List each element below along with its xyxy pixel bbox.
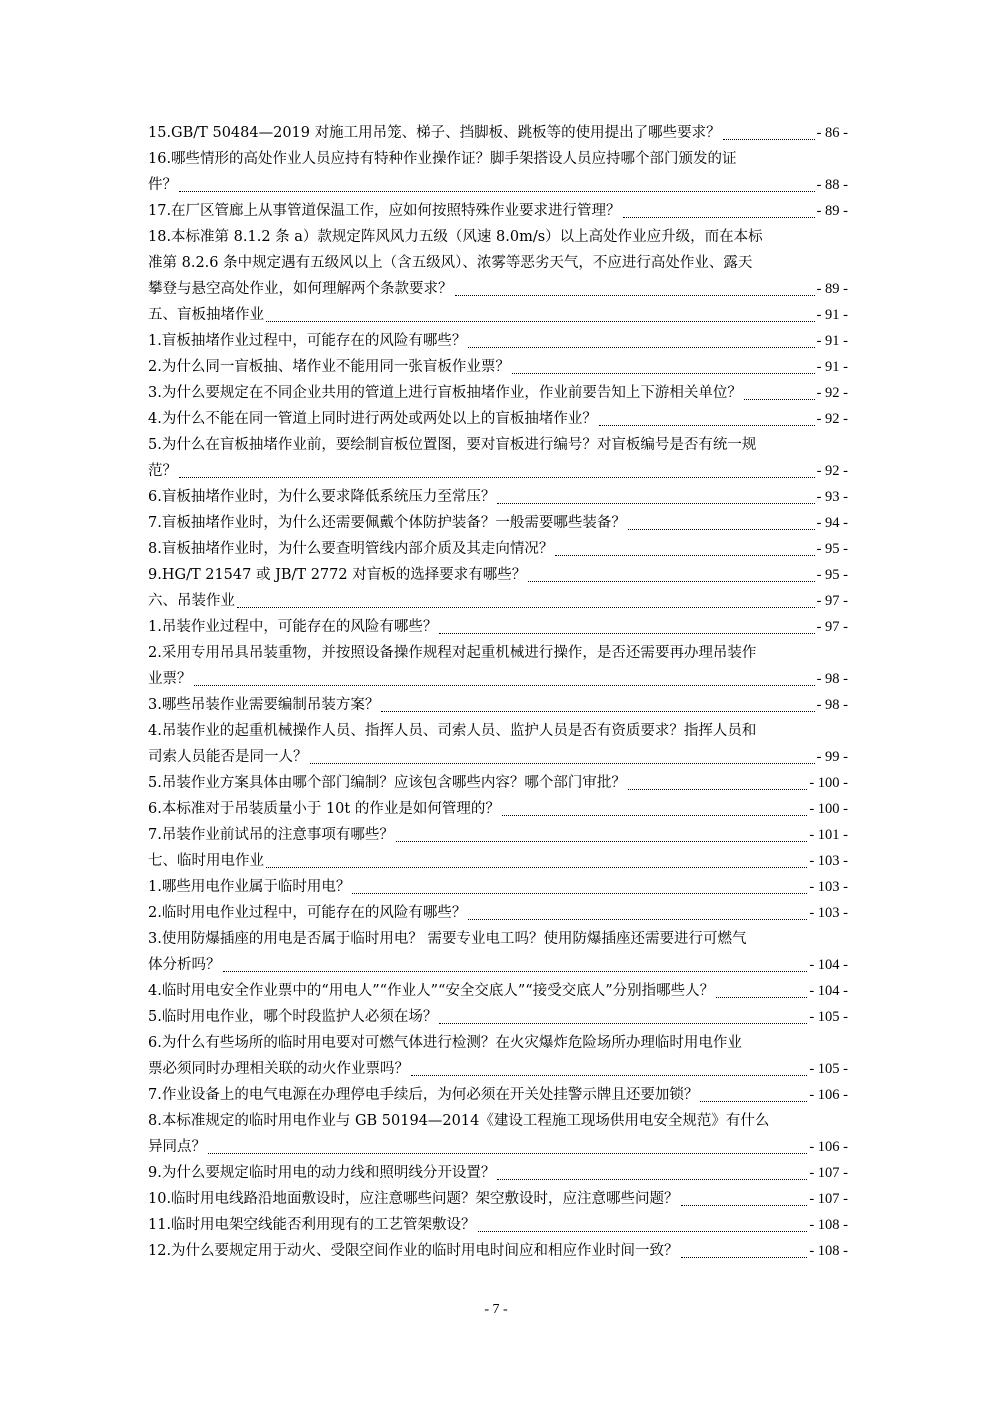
toc-entry-line: [148, 1004, 848, 1030]
dot-leader: [396, 841, 807, 842]
toc-entry-text: 范？: [148, 463, 177, 479]
toc-entry-text: 2.采用专用吊具吊装重物，并按照设备操作规程对起重机械进行操作，是否还需要再办理吊装作: [148, 645, 757, 661]
dot-leader: [352, 893, 807, 894]
toc-entry[interactable]: [148, 1030, 848, 1082]
toc-entry-line: [148, 354, 848, 380]
toc-entry-text: 9.为什么要规定临时用电的动力线和照明线分开设置？: [148, 1165, 496, 1181]
toc-entry-line: [148, 796, 848, 822]
dot-leader: [723, 139, 815, 140]
toc-entry-line: [148, 952, 848, 978]
toc-entry-line: [148, 666, 848, 692]
toc-page-number: - 91 -: [816, 307, 848, 323]
toc-entry-line: [148, 900, 848, 926]
toc-entry-line: [148, 276, 848, 302]
toc-page-number: - 107 -: [809, 1165, 848, 1181]
toc-entry-line: [148, 848, 848, 874]
toc-entry-line: [148, 874, 848, 900]
toc-entry-text: 攀登与悬空高处作业，如何理解两个条款要求？: [148, 281, 453, 297]
toc-entry[interactable]: [148, 1082, 848, 1108]
toc-entry-text: 5.吊装作业方案具体由哪个部门编制？应该包含哪些内容？哪个部门审批？: [148, 775, 626, 791]
toc-entry-text: 3.哪些吊装作业需要编制吊装方案？: [148, 697, 380, 713]
dot-leader: [716, 997, 807, 998]
toc-entry[interactable]: [148, 1004, 848, 1030]
toc-page-number: - 89 -: [816, 281, 848, 297]
dot-leader: [681, 1257, 808, 1258]
toc-entry[interactable]: [148, 1186, 848, 1212]
dot-leader: [628, 529, 815, 530]
toc-entry-text: 准第 8.2.6 条中规定遇有五级风以上（含五级风）、浓雾等恶劣天气，不应进行高处作业、露天: [148, 255, 753, 271]
toc-page-number: - 94 -: [816, 515, 848, 531]
toc-entry[interactable]: [148, 1238, 848, 1264]
toc-entry-text: 异同点？: [148, 1139, 206, 1155]
toc-entry-text: 18.本标准第 8.1.2 条 a）款规定阵风风力五级（风速 8.0m/s）以上高处作业应升级，而在本标: [148, 229, 763, 245]
toc-entry-text: 15.GB/T 50484—2019 对施工用吊笼、梯子、挡脚板、跳板等的使用提出了哪些要求？: [148, 125, 721, 141]
toc-entry-line: [148, 120, 848, 146]
dot-leader: [439, 1023, 807, 1024]
toc-page-number: - 99 -: [816, 749, 848, 765]
toc-entry-line: [148, 1160, 848, 1186]
toc-entry[interactable]: [148, 874, 848, 900]
toc-entry-text: 7.作业设备上的电气电源在办理停电手续后，为何必须在开关处挂警示牌且还要加锁？: [148, 1087, 699, 1103]
dot-leader: [468, 919, 807, 920]
toc-entry-line: [148, 1134, 848, 1160]
toc-entry-line: [148, 198, 848, 224]
toc-entry-text: 11.临时用电架空线能否利用现有的工艺管架敷设？: [148, 1217, 476, 1233]
toc-page-number: - 101 -: [809, 827, 848, 843]
toc-entry[interactable]: [148, 614, 848, 640]
dot-leader: [528, 581, 814, 582]
toc-entry[interactable]: [148, 120, 848, 146]
dot-leader: [179, 477, 815, 478]
toc-entry[interactable]: [148, 510, 848, 536]
toc-page-number: - 88 -: [816, 177, 848, 193]
toc-entry-text: 5.为什么在盲板抽堵作业前，要绘制盲板位置图，要对盲板进行编号？对盲板编号是否有统一规: [148, 437, 757, 453]
toc-page-number: - 98 -: [816, 697, 848, 713]
toc-entry-line: [148, 770, 848, 796]
dot-leader: [628, 789, 807, 790]
toc-entry-text: 1.哪些用电作业属于临时用电？: [148, 879, 351, 895]
dot-leader: [599, 425, 815, 426]
dot-leader: [439, 633, 814, 634]
toc-entry[interactable]: [148, 406, 848, 432]
toc-entry[interactable]: [148, 926, 848, 978]
toc-page-number: - 92 -: [816, 385, 848, 401]
toc-entry[interactable]: [148, 380, 848, 406]
toc-entry[interactable]: [148, 900, 848, 926]
toc-entry-text: 1.盲板抽堵作业过程中，可能存在的风险有哪些？: [148, 333, 467, 349]
toc-entry-text: 1.吊装作业过程中，可能存在的风险有哪些？: [148, 619, 438, 635]
toc-entry-text: 六、吊装作业: [148, 593, 235, 609]
toc-page-number: - 100 -: [809, 801, 848, 817]
toc-page-number: - 105 -: [809, 1009, 848, 1025]
toc-entry-line: [148, 1238, 848, 1264]
toc-entry[interactable]: [148, 822, 848, 848]
dot-leader: [455, 295, 815, 296]
toc-entry-text: 7.吊装作业前试吊的注意事项有哪些？: [148, 827, 394, 843]
toc-entry-text: 票必须同时办理相关联的动火作业票吗？: [148, 1061, 409, 1077]
dot-leader: [266, 867, 807, 868]
toc-entry[interactable]: [148, 796, 848, 822]
toc-page-number: - 104 -: [809, 957, 848, 973]
toc-page-number: - 106 -: [809, 1087, 848, 1103]
toc-entry-text: 业票？: [148, 671, 192, 687]
dot-leader: [478, 1231, 808, 1232]
dot-leader: [502, 815, 807, 816]
toc-entry[interactable]: [148, 692, 848, 718]
toc-entry-line: [148, 978, 848, 1004]
toc-entry-text: 6.本标准对于吊装质量小于 10t 的作业是如何管理的？: [148, 801, 500, 817]
toc-page-number: - 97 -: [816, 593, 848, 609]
toc-entry[interactable]: [148, 302, 848, 328]
toc-entry[interactable]: [148, 198, 848, 224]
toc-entry-line: [148, 822, 848, 848]
toc-page-number: - 107 -: [809, 1191, 848, 1207]
toc-entry-text: 10.临时用电线路沿地面敷设时，应注意哪些问题？架空敷设时，应注意哪些问题？: [148, 1191, 679, 1207]
toc-entry-line: [148, 614, 848, 640]
toc-page-number: - 103 -: [809, 905, 848, 921]
toc-entry-text: 6.盲板抽堵作业时，为什么要求降低系统压力至常压？: [148, 489, 496, 505]
toc-page-number: - 108 -: [809, 1217, 848, 1233]
toc-entry-text: 16.哪些情形的高处作业人员应持有特种作业操作证？脚手架搭设人员应持哪个部门颁发的证: [148, 151, 737, 167]
toc-entry-text: 2.临时用电作业过程中，可能存在的风险有哪些？: [148, 905, 467, 921]
toc-page-number: - 95 -: [816, 541, 848, 557]
dot-leader: [266, 321, 815, 322]
toc-entry-line: [148, 562, 848, 588]
toc-entry-text: 9.HG/T 21547 或 JB/T 2772 对盲板的选择要求有哪些？: [148, 567, 527, 583]
dot-leader: [194, 685, 815, 686]
toc-entry-line: [148, 536, 848, 562]
toc-entry-text: 司索人员能否是同一人？: [148, 749, 308, 765]
toc-entry[interactable]: [148, 354, 848, 380]
dot-leader: [700, 1101, 807, 1102]
toc-page-number: - 98 -: [816, 671, 848, 687]
toc-entry-line: [148, 328, 848, 354]
toc-page-number: - 92 -: [816, 411, 848, 427]
toc-page-number: - 93 -: [816, 489, 848, 505]
toc-entry-line: [148, 1056, 848, 1082]
dot-leader: [497, 1179, 807, 1180]
toc-page-number: - 89 -: [816, 203, 848, 219]
dot-leader: [179, 191, 815, 192]
toc-entry-line: [148, 484, 848, 510]
toc-entry-text: 4.临时用电安全作业票中的“用电人”“作业人”“安全交底人”“接受交底人”分别指哪些人？: [148, 983, 715, 999]
toc-entry[interactable]: [148, 640, 848, 692]
toc-entry-line: [148, 302, 848, 328]
toc-page-number: - 100 -: [809, 775, 848, 791]
toc-entry-text: 17.在厂区管廊上从事管道保温工作，应如何按照特殊作业要求进行管理？: [148, 203, 621, 219]
toc-entry-text: 3.使用防爆插座的用电是否属于临时用电？ 需要专业电工吗？使用防爆插座还需要进行可燃气: [148, 931, 747, 947]
toc-entry[interactable]: [148, 770, 848, 796]
toc-entry-text: 体分析吗？: [148, 957, 221, 973]
toc-page-number: - 103 -: [809, 879, 848, 895]
toc-entry[interactable]: [148, 328, 848, 354]
toc-entry-line: [148, 744, 848, 770]
toc-page-number: - 91 -: [816, 333, 848, 349]
toc-page-number: - 91 -: [816, 359, 848, 375]
toc-entry[interactable]: [148, 978, 848, 1004]
toc-entry-text: 件？: [148, 177, 177, 193]
toc-entry-text: 2.为什么同一盲板抽、堵作业不能用同一张盲板作业票？: [148, 359, 510, 375]
toc-page-number: - 92 -: [816, 463, 848, 479]
toc-entry-line: [148, 380, 848, 406]
toc-entry[interactable]: [148, 1160, 848, 1186]
toc-entry-line: [148, 1212, 848, 1238]
toc-entry-line: [148, 692, 848, 718]
toc-page-number: - 105 -: [809, 1061, 848, 1077]
dot-leader: [744, 399, 815, 400]
toc-page-number: - 95 -: [816, 567, 848, 583]
toc-entry[interactable]: [148, 432, 848, 484]
dot-leader: [310, 763, 815, 764]
toc-page-number: - 103 -: [809, 853, 848, 869]
table-of-contents: [148, 120, 848, 1264]
toc-entry-text: 7.盲板抽堵作业时，为什么还需要佩戴个体防护装备？一般需要哪些装备？: [148, 515, 626, 531]
toc-entry-text: 8.本标准规定的临时用电作业与 GB 50194—2014《建设工程施工现场供用电安全规范》有什么: [148, 1113, 770, 1129]
toc-entry-line: [148, 406, 848, 432]
toc-entry[interactable]: [148, 224, 848, 302]
toc-entry-line: [148, 458, 848, 484]
dot-leader: [208, 1153, 807, 1154]
toc-page-number: - 104 -: [809, 983, 848, 999]
dot-leader: [223, 971, 808, 972]
toc-entry-text: 8.盲板抽堵作业时，为什么要查明管线内部介质及其走向情况？: [148, 541, 554, 557]
page-number: - 7 -: [484, 1302, 508, 1317]
toc-entry-text: 五、盲板抽堵作业: [148, 307, 264, 323]
toc-page-number: - 108 -: [809, 1243, 848, 1259]
dot-leader: [512, 373, 815, 374]
toc-entry-line: [148, 1186, 848, 1212]
toc-entry[interactable]: [148, 1212, 848, 1238]
dot-leader: [411, 1075, 807, 1076]
toc-entry-text: 4.吊装作业的起重机械操作人员、指挥人员、司索人员、监护人员是否有资质要求？指挥人员和: [148, 723, 757, 739]
dot-leader: [497, 503, 814, 504]
dot-leader: [681, 1205, 808, 1206]
toc-entry-text: 6.为什么有些场所的临时用电要对可燃气体进行检测？在火灾爆炸危险场所办理临时用电作业: [148, 1035, 742, 1051]
toc-entry[interactable]: [148, 146, 848, 198]
toc-page-number: - 97 -: [816, 619, 848, 635]
toc-entry-text: 12.为什么要规定用于动火、受限空间作业的临时用电时间应和相应作业时间一致？: [148, 1243, 679, 1259]
toc-entry[interactable]: [148, 484, 848, 510]
toc-entry-line: [148, 172, 848, 198]
toc-entry-line: [148, 1082, 848, 1108]
dot-leader: [555, 555, 814, 556]
toc-entry[interactable]: [148, 588, 848, 614]
toc-entry[interactable]: [148, 718, 848, 770]
toc-entry-text: 5.临时用电作业，哪个时段监护人必须在场？: [148, 1009, 438, 1025]
toc-entry[interactable]: [148, 1108, 848, 1160]
toc-entry-line: [148, 588, 848, 614]
toc-entry-line: [148, 510, 848, 536]
toc-page-number: - 86 -: [816, 125, 848, 141]
toc-entry-text: 七、临时用电作业: [148, 853, 264, 869]
toc-entry-text: 3.为什么要规定在不同企业共用的管道上进行盲板抽堵作业，作业前要告知上下游相关单位？: [148, 385, 742, 401]
dot-leader: [237, 607, 815, 608]
toc-entry[interactable]: [148, 848, 848, 874]
dot-leader: [381, 711, 814, 712]
toc-entry[interactable]: [148, 536, 848, 562]
toc-entry-text: 4.为什么不能在同一管道上同时进行两处或两处以上的盲板抽堵作业？: [148, 411, 597, 427]
dot-leader: [468, 347, 814, 348]
toc-entry[interactable]: [148, 562, 848, 588]
dot-leader: [623, 217, 815, 218]
toc-page-number: - 106 -: [809, 1139, 848, 1155]
